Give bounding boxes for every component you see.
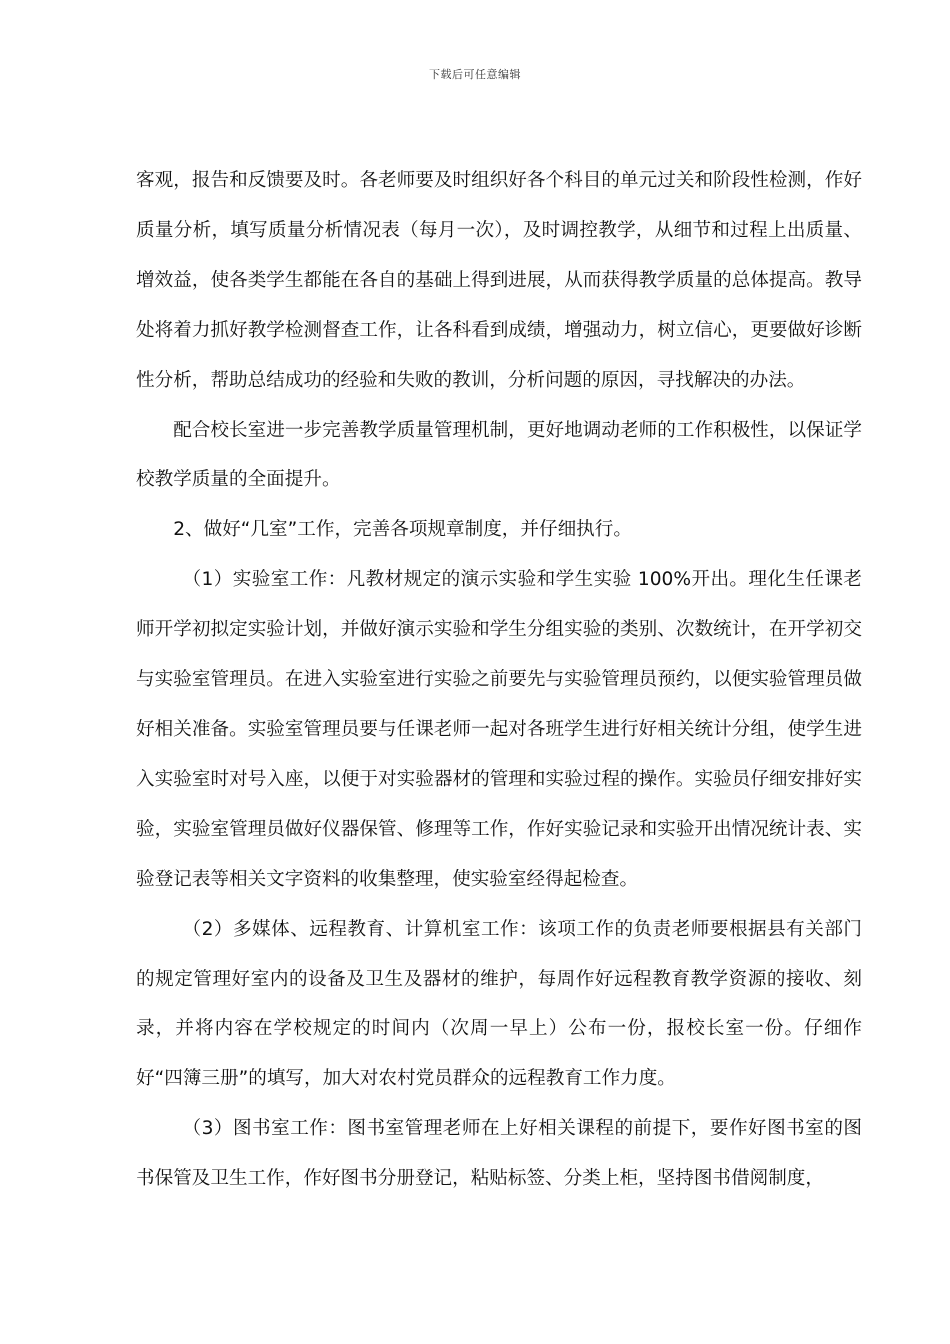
paragraph-library: （3）图书室工作：图书室管理老师在上好相关课程的前提下，要作好图书室的图书保管及卫生工作，作好图书分册登记，粘贴标签、分类上柜，坚持图书借阅制度， (136, 1118, 862, 1190)
paragraph-quality-mechanism: 配合校长室进一步完善教学质量管理机制，更好地调动老师的工作积极性，以保证学校教学质量的全面提升。 (136, 419, 862, 491)
page-header-note: 下载后可任意编辑 (429, 68, 521, 81)
paragraph-quality-analysis: 客观，报告和反馈要及时。各老师要及时组织好各个科目的单元过关和阶段性检测，作好质量分析，填写质量分析情况表（每月一次），及时调控教学，从细节和过程上出质量、增效益，使各类学生都能在各自的基础上得到进展，从而获得教学质量的总体提高。教导处将着力抓好教学检测督查工作，让各科看到成绩，增强动力，树立信心，更要做好诊断性分析，帮助总结成功的经验和失败的教训，分析问题的原因，寻找解决的办法。 (136, 170, 862, 391)
paragraph-multimedia: （2）多媒体、远程教育、计算机室工作：该项工作的负责老师要根据县有关部门的规定管理好室内的设备及卫生及器材的维护，每周作好远程教育教学资源的接收、刻录，并将内容在学校规定的时间内（次周一早上）公布一份，报校长室一份。仔细作好“四簿三册”的填写，加大对农村党员群众的远程教育工作力度。 (136, 918, 862, 1090)
paragraph-laboratory: （1）实验室工作：凡教材规定的演示实验和学生实验 100%开出。理化生任课老师开学初拟定实验计划，并做好演示实验和学生分组实验的类别、次数统计，在开学初交与实验室管理员。在进入实验室进行实验之前要先与实验管理员预约，以便实验管理员做好相关准备。实验室管理员要与任课老师一起对各班学生进行好相关统计分组，使学生进入实验室时对号入座，以便于对实验器材的管理和实验过程的操作。实验员仔细安排好实验，实验室管理员做好仪器保管、修理等工作，作好实验记录和实验开出情况统计表、实验登记表等相关文字资料的收集整理，使实验室经得起检查。 (136, 569, 862, 890)
document-body (136, 156, 862, 1204)
paragraph-rooms-heading: 2、做好“几室”工作，完善各项规章制度，并仔细执行。 (173, 519, 632, 541)
